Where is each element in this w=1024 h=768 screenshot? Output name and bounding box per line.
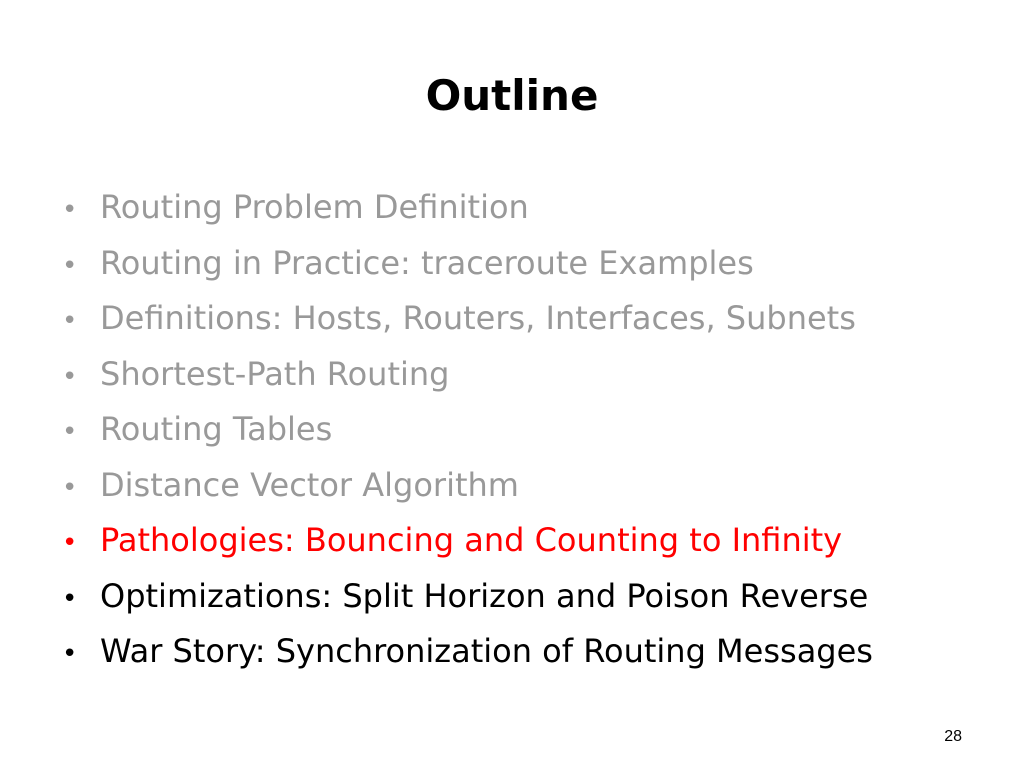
outline-item [62,459,873,515]
bullet-icon: • [62,528,78,558]
outline-item [62,403,873,459]
bullet-icon: • [62,306,78,336]
outline-item-current [62,514,873,570]
outline-item-text: Routing in Practice: traceroute Examples [100,243,754,282]
bullet-icon: • [62,472,78,503]
outline-item [62,292,873,348]
outline-item-text: Pathologies: Bouncing and Counting to Infinity [100,521,843,559]
bullet-icon: • [62,250,78,281]
outline-item-text: Distance Vector Algorithm [100,465,519,504]
outline-item [62,181,873,237]
outline-item-text: Optimizations: Split Horizon and Poison Reverse [100,576,869,615]
outline-item-text: Shortest-Path Routing [100,354,450,393]
slide-number: 28 [944,728,962,745]
bullet-icon: • [62,417,78,447]
bullet-icon: • [62,583,78,614]
outline-item [62,348,873,404]
outline-item-text: Routing Tables [100,410,333,448]
outline-item [62,570,873,626]
bullet-icon: • [62,639,78,669]
outline-item-text: Routing Problem Definition [100,188,529,226]
outline-list [62,181,873,681]
outline-item [62,237,873,293]
outline-item-text: War Story: Synchronization of Routing Messages [100,632,873,670]
bullet-icon: • [62,195,78,225]
outline-item-text: Definitions: Hosts, Routers, Interfaces, Subnets [100,299,856,337]
slide-title: Outline [425,71,599,120]
outline-item [62,625,873,681]
bullet-icon: • [62,361,78,392]
